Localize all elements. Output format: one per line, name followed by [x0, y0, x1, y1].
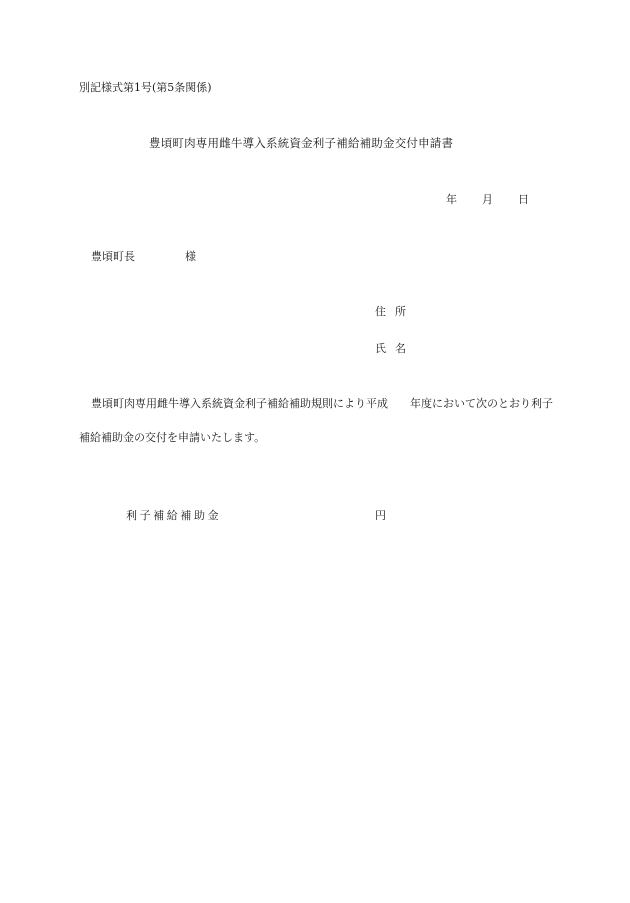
- name-label: 氏名: [375, 342, 415, 355]
- date-month-label: 月: [482, 193, 493, 206]
- amount-label: 利子補給補助金: [126, 509, 222, 522]
- form-number: 別記様式第1号(第5条関係): [79, 81, 212, 94]
- document-title: 豊頃町肉専用雌牛導入系統資金利子補給補助金交付申請書: [149, 136, 454, 150]
- addressee-name: 豊頃町長: [91, 250, 135, 263]
- addressee-honorific: 様: [185, 250, 196, 263]
- date-year-label: 年: [446, 193, 457, 206]
- date-day-label: 日: [518, 193, 529, 206]
- address-label: 住所: [375, 305, 415, 318]
- amount-unit: 円: [375, 509, 386, 522]
- body-paragraph: 豊頃町肉専用雌牛導入系統資金利子補給補助規則により平成 年度において次のとおり利子補給補助金の交付を申請いたします。: [79, 397, 553, 444]
